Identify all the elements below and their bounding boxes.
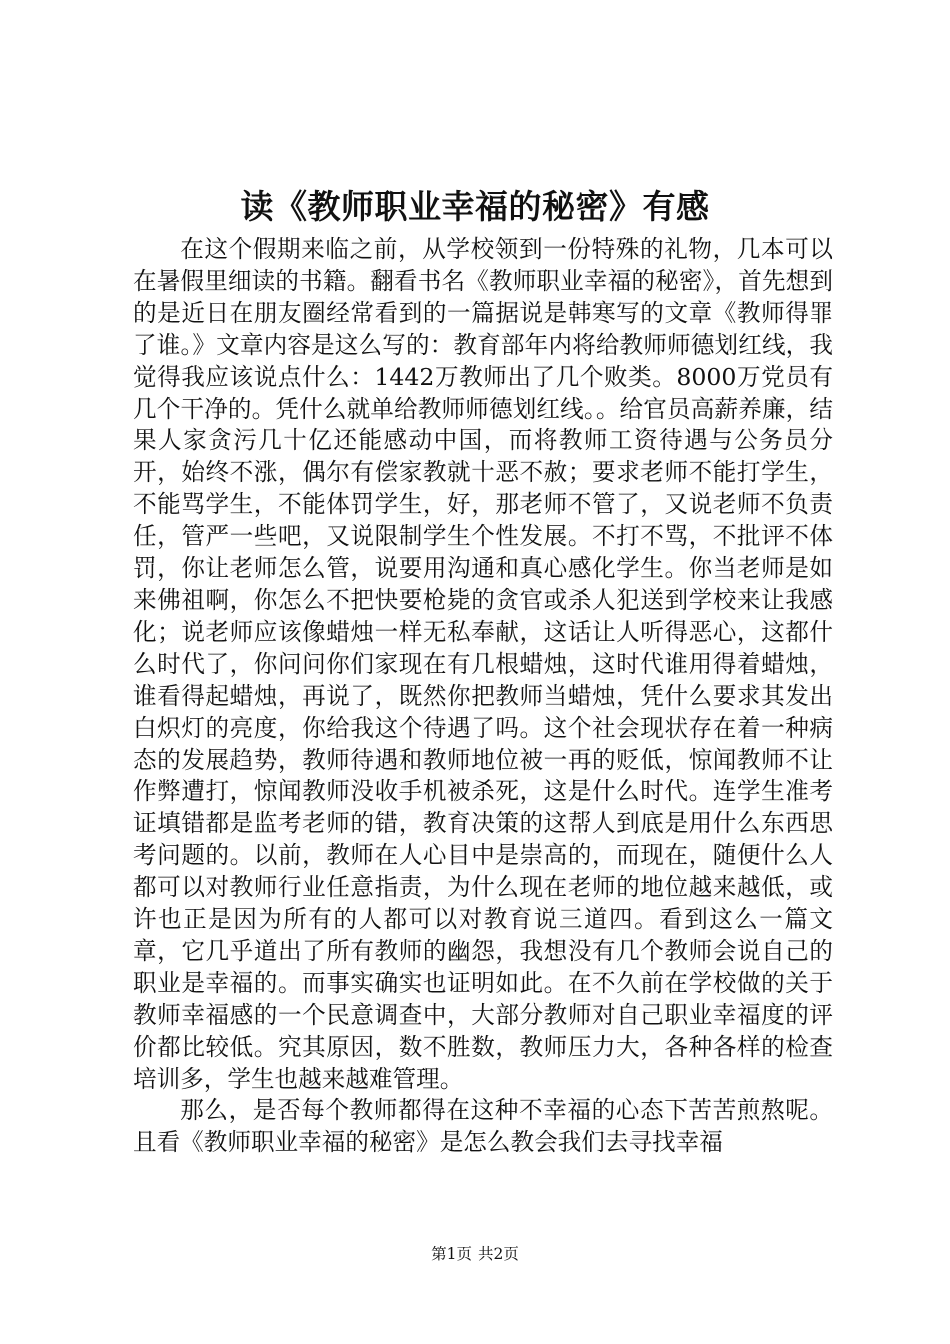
paragraph-1: 在这个假期来临之前，从学校领到一份特殊的礼物，几本可以在暑假里细读的书籍。翻看书名《教师职业幸福的秘密》，首先想到的是近日在朋友圈经常看到的一篇据说是韩寒写的文章《教师得罪了谁。》文章内容是这么写的：教育部年内将给教师师德划红线，我觉得我应该说点什么：1442万教师出了几个败类。8000万党员有几个干净的。凭什么就单给教师师德划红线。。给官员高薪养廉，结果人家贪污几十亿还能感动中国，而将教师工资待遇与公务员分开，始终不涨，偶尔有偿家教就十恶不赦；要求老师不能打学生，不能骂学生，不能体罚学生，好，那老师不管了，又说老师不负责任，管严一些吧，又说限制学生个性发展。不打不骂，不批评不体罚，你让老师怎么管，说要用沟通和真心感化学生。你当老师是如来佛祖啊，你怎么不把快要枪毙的贪官或杀人犯送到学校来让我感化；说老师应该像蜡烛一样无私奉献，这话让人听得恶心，这都什么时代了，你问问你们家现在有几根蜡烛，这时代谁用得着蜡烛，谁看得起蜡烛，再说了，既然你把教师当蜡烛，凭什么要求其发出白炽灯的亮度，你给我这个待遇了吗。这个社会现状存在着一种病态的发展趋势，教师待遇和教师地位被一再的贬低，惊闻教师不让作弊遭打，惊闻教师没收手机被杀死，这是什么时代。连学生准考证填错都是监考老师的错，教育决策的这帮人到底是用什么东西思考问题的。以前，教师在人心目中是崇高的，而现在，随便什么人都可以对教师行业任意指责，为什么现在老师的地位越来越低，或许也正是因为所有的人都可以对教育说三道四。看到这么一篇文章，它几乎道出了所有教师的幽怨，我想没有几个教师会说自己的职业是幸福的。而事实确实也证明如此。在不久前在学校做的关于教师幸福感的一个民意调查中，大部分教师对自己职业幸福度的评价都比较低。究其原因，数不胜数，教师压力大，各种各样的检查培训多，学生也越来越难管理。	[133, 235, 833, 1093]
document-title: 读《教师职业幸福的秘密》有感	[240, 187, 710, 226]
page-number: 第1页	[431, 1245, 472, 1263]
paragraph-2: 那么，是否每个教师都得在这种不幸福的心态下苦苦煎熬呢。且看《教师职业幸福的秘密》是怎么教会我们去寻找幸福	[133, 1096, 833, 1157]
page-footer	[0, 1243, 950, 1265]
page-total: 共2页	[478, 1245, 519, 1263]
document-body	[133, 234, 833, 1159]
